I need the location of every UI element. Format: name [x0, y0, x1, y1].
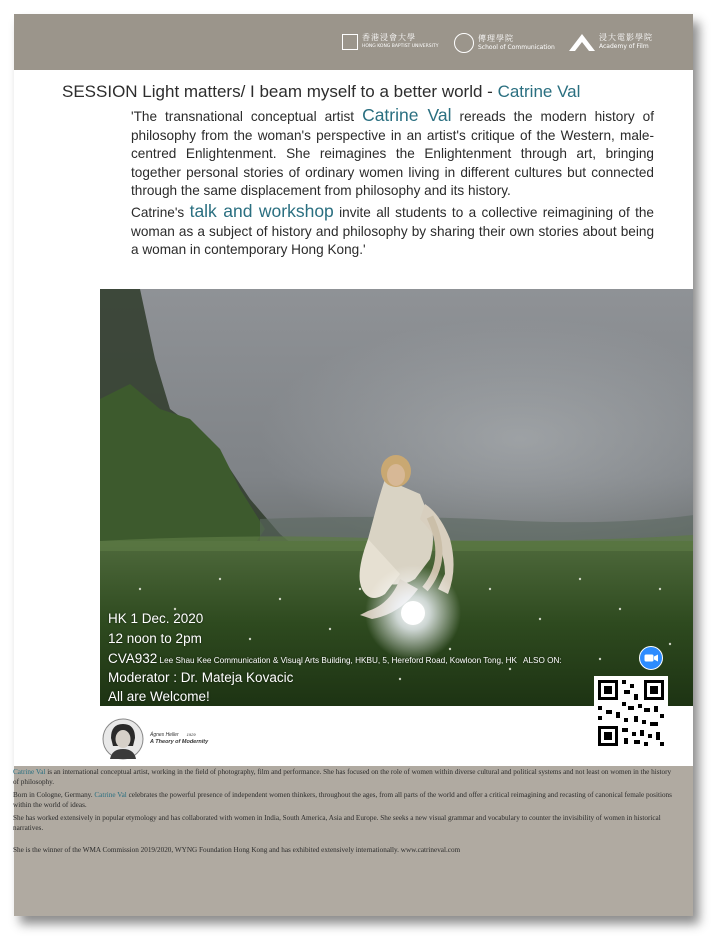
- description-paragraph-1: [131, 106, 654, 201]
- desc-p1-rest: rereads the modern history of philosophy from the woman's perspective in an artist's critique of the Western, male-centred Enlightenment. She reimagines the Enlightenment through art, bringing together personal stories of ordinary women living in different cultures but connected through the same displacement from philosophy and its history.: [131, 109, 654, 199]
- bio-artist-name-2: Catrine Val: [94, 791, 127, 799]
- session-title-text: SESSION Light matters/ I beam myself to a better world -: [62, 82, 498, 101]
- book-caption: [150, 732, 208, 745]
- event-venue: [108, 651, 562, 666]
- session-title: [62, 82, 682, 102]
- qr-code[interactable]: [594, 676, 668, 750]
- bio-paragraph-4: She is the winner of the WMA Commission 2019/2020, WYNG Foundation Hong Kong and has exhibited extensively internationally. www.catrineval.com: [13, 846, 461, 854]
- academy-of-film-logo: [569, 33, 653, 51]
- venue-address: Lee Shau Kee Communication & Visual Arts Building, HKBU, 5, Hereford Road, Kowloon Tong, HK: [157, 656, 517, 665]
- also-on-label: ALSO ON:: [522, 656, 562, 665]
- book-title: A Theory of Modernity: [150, 739, 209, 745]
- communication-logo-cn: 傳理學院: [478, 34, 514, 43]
- book-author: Ágnes Heller: [150, 732, 179, 738]
- desc-p2-rest: invite all students to a collective reimagining of the woman as a subject of history and philosophy by sharing their own stories about being a woman in contemporary Hong Kong.': [131, 204, 654, 258]
- film-logo-en: Academy of Film: [599, 43, 649, 50]
- hkbu-logo: [342, 33, 438, 51]
- film-logo-cn: 浸大電影學院: [599, 33, 653, 42]
- bio-p2-start: Born in Cologne, Germany.: [13, 791, 95, 799]
- author-portrait-icon: [102, 718, 144, 760]
- book-reference: [102, 718, 232, 760]
- bio-p1-text: is an international conceptual artist, working in the field of photography, film and performance. She has focused on the role of women within diverse cultural and political systems and not least on women in the history of philosophy.: [13, 768, 672, 786]
- event-date: HK 1 Dec. 2020: [108, 611, 204, 626]
- book-author-line: [150, 732, 208, 738]
- qr-code-icon: [594, 676, 668, 750]
- desc-p1-start: 'The transnational conceptual artist: [131, 109, 363, 124]
- event-time: 12 noon to 2pm: [108, 631, 202, 646]
- hkbu-logo-cn: 香港浸會大學: [362, 33, 416, 42]
- zoom-camera-icon: [640, 647, 662, 669]
- hkbu-crest-icon: [342, 34, 358, 50]
- event-moderator: Moderator : Dr. Mateja Kovacic: [108, 670, 294, 685]
- description: [131, 106, 654, 260]
- artist-bio: [13, 767, 673, 861]
- school-of-communication-logo: [454, 33, 555, 53]
- communication-logo-en: School of Communication: [478, 44, 555, 51]
- event-welcome: All are Welcome!: [108, 689, 210, 704]
- desc-workshop-highlight: talk and workshop: [189, 200, 334, 221]
- desc-p2-start: Catrine's: [131, 204, 190, 220]
- film-mountain-icon: [569, 33, 595, 51]
- bio-p2-text: celebrates the powerful presence of independent women thinkers, throughout the ages, from all parts of the world and offer a critical reimagining and recasting of canonical female positions within the world of ideas.: [13, 791, 672, 809]
- hkbu-logo-en: HONG KONG BAPTIST UNIVERSITY: [362, 44, 439, 49]
- desc-artist-highlight: Catrine Val: [362, 105, 452, 125]
- venue-code: CVA932: [108, 651, 158, 666]
- bio-artist-name: Catrine Val: [13, 768, 46, 776]
- bio-paragraph-2: [13, 790, 673, 810]
- bio-paragraph-1: [13, 767, 673, 787]
- communication-emblem-icon: [454, 33, 474, 53]
- session-artist-name: Catrine Val: [497, 82, 581, 101]
- zoom-icon[interactable]: [639, 646, 663, 670]
- description-paragraph-2: [131, 202, 654, 260]
- bio-paragraph-3: She has worked extensively in popular etymology and has collaborated with women in India, South America, Asia and Europe. She seeks a new visual grammar and vocabulary to counter the invisibility of women in historical narratives.: [13, 814, 661, 832]
- header-bar: [14, 14, 693, 70]
- book-year: 1929: [186, 732, 196, 737]
